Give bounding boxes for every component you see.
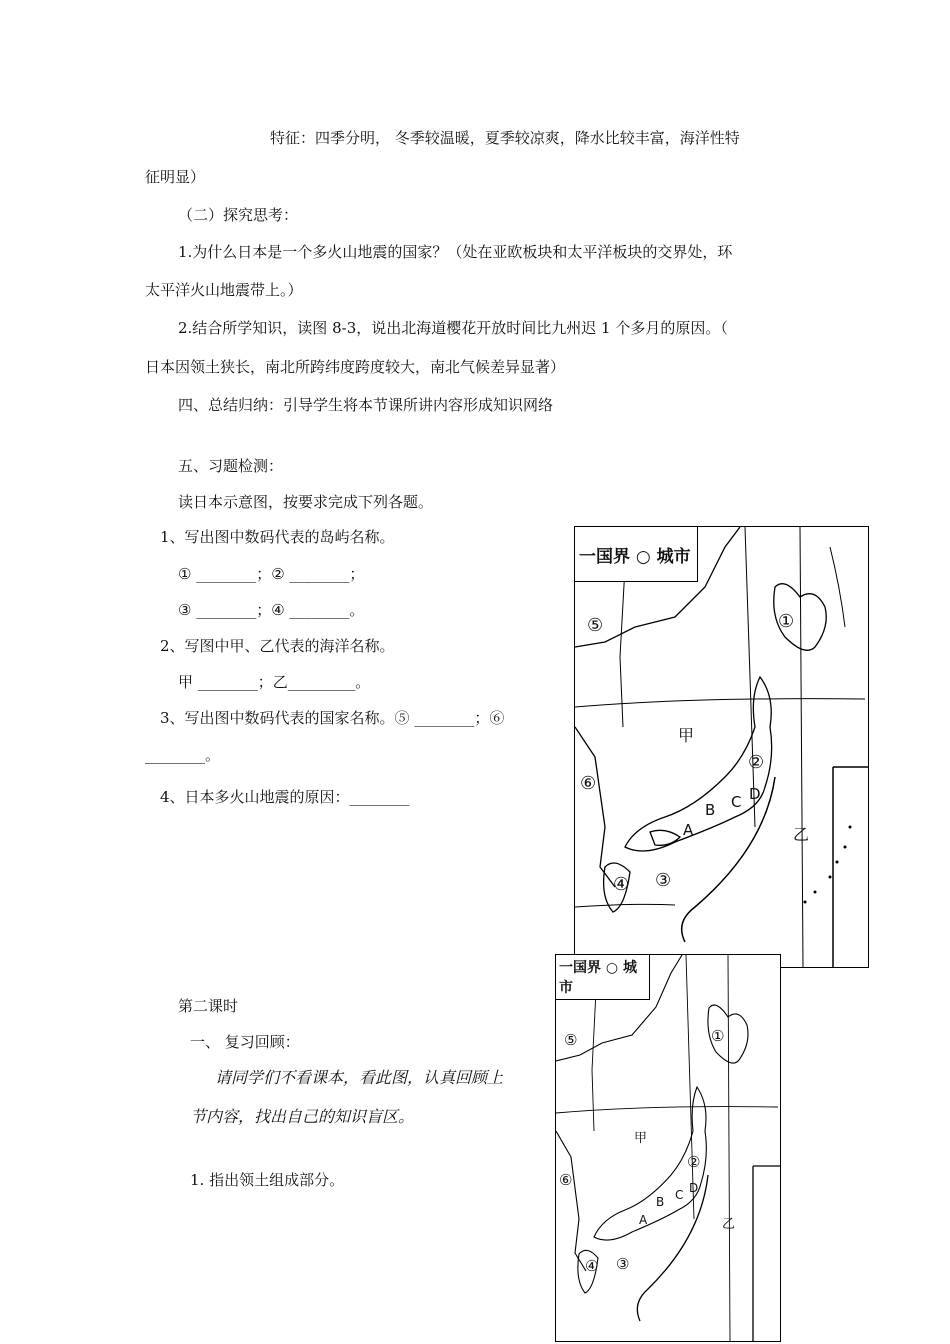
question-2-line-1: 2.结合所学知识，读图 8-3，说出北海道樱花开放时间比九州迟 1 个多月的原因。（ xyxy=(178,319,728,337)
copy-label-6: ⑥ xyxy=(559,1171,573,1189)
label-1: ① xyxy=(778,611,795,632)
exercise-heading: 五、习题检测： xyxy=(178,457,284,475)
copy-label-b: B xyxy=(656,1195,665,1209)
label-b: B xyxy=(705,801,716,819)
japan-map-copy xyxy=(555,954,781,1342)
exercise-4: 4、日本多火山地震的原因：________ xyxy=(160,788,410,806)
copy-label-2: ② xyxy=(687,1153,701,1171)
exercise-2-blanks: 甲 ________；乙_________。 xyxy=(178,673,371,691)
label-3: ③ xyxy=(655,870,672,891)
copy-label-jia: 甲 xyxy=(634,1131,648,1146)
map-legend: 一国界 ○ 城市 xyxy=(575,527,698,582)
exercise-1-blanks-b: ③ ________；④ ________。 xyxy=(178,601,365,619)
label-yi: 乙 xyxy=(793,825,810,844)
map-copy-legend: 一国界 ○ 城市 xyxy=(556,955,650,1000)
japan-map xyxy=(574,526,869,968)
exercise-1-blanks-a: ① ________；② ________； xyxy=(178,565,365,583)
exercise-3-blank: ________。 xyxy=(145,746,221,764)
japan-map-outline xyxy=(575,527,868,967)
copy-label-yi: 乙 xyxy=(722,1217,736,1232)
copy-label-c: C xyxy=(675,1188,684,1202)
feature-line-2: 征明显） xyxy=(145,168,206,186)
copy-label-5: ⑤ xyxy=(564,1031,578,1049)
japan-map-copy-outline xyxy=(556,955,780,1341)
review-prompt-line-2: 节内容，找出自己的知识盲区。 xyxy=(190,1107,415,1126)
copy-label-4: ④ xyxy=(585,1257,599,1275)
copy-label-d: D xyxy=(689,1181,699,1195)
label-5: ⑤ xyxy=(587,615,604,636)
review-item-1: 1. 指出领土组成部分。 xyxy=(190,1171,345,1189)
copy-label-3: ③ xyxy=(616,1255,630,1273)
exercise-intro: 读日本示意图，按要求完成下列各题。 xyxy=(178,493,434,511)
exercise-3: 3、写出图中数码代表的国家名称。⑤ ________；⑥ xyxy=(160,709,505,727)
label-c: C xyxy=(731,793,742,811)
label-6: ⑥ xyxy=(580,773,597,794)
question-1-line-1: 1.为什么日本是一个多火山地震的国家？（处在亚欧板块和太平洋板块的交界处，环 xyxy=(178,243,733,261)
label-a: A xyxy=(683,821,694,839)
label-jia: 甲 xyxy=(678,726,695,745)
copy-label-a: A xyxy=(639,1213,648,1227)
copy-label-1: ① xyxy=(711,1027,725,1045)
exercise-2: 2、写图中甲、乙代表的海洋名称。 xyxy=(160,637,395,655)
question-1-line-2: 太平洋火山地震带上。） xyxy=(145,281,303,299)
label-4: ④ xyxy=(613,874,630,895)
exercise-1: 1、写出图中数码代表的岛屿名称。 xyxy=(160,528,395,546)
label-d: D xyxy=(749,785,761,803)
feature-line-1: 特征：四季分明， 冬季较温暖，夏季较凉爽，降水比较丰富，海洋性特 xyxy=(270,129,740,147)
explore-heading: （二）探究思考： xyxy=(178,206,299,224)
summary-line: 四、总结归纳：引导学生将本节课所讲内容形成知识网络 xyxy=(178,396,554,414)
lesson-2-title: 第二课时 xyxy=(178,997,239,1015)
review-prompt-line-1: 请同学们不看课本，看此图，认真回顾上 xyxy=(215,1068,504,1087)
review-heading: 一、 复习回顾： xyxy=(190,1033,300,1051)
question-2-line-2: 日本因领土狭长，南北所跨纬度跨度较大，南北气候差异显著） xyxy=(145,358,566,376)
label-2: ② xyxy=(748,752,765,773)
